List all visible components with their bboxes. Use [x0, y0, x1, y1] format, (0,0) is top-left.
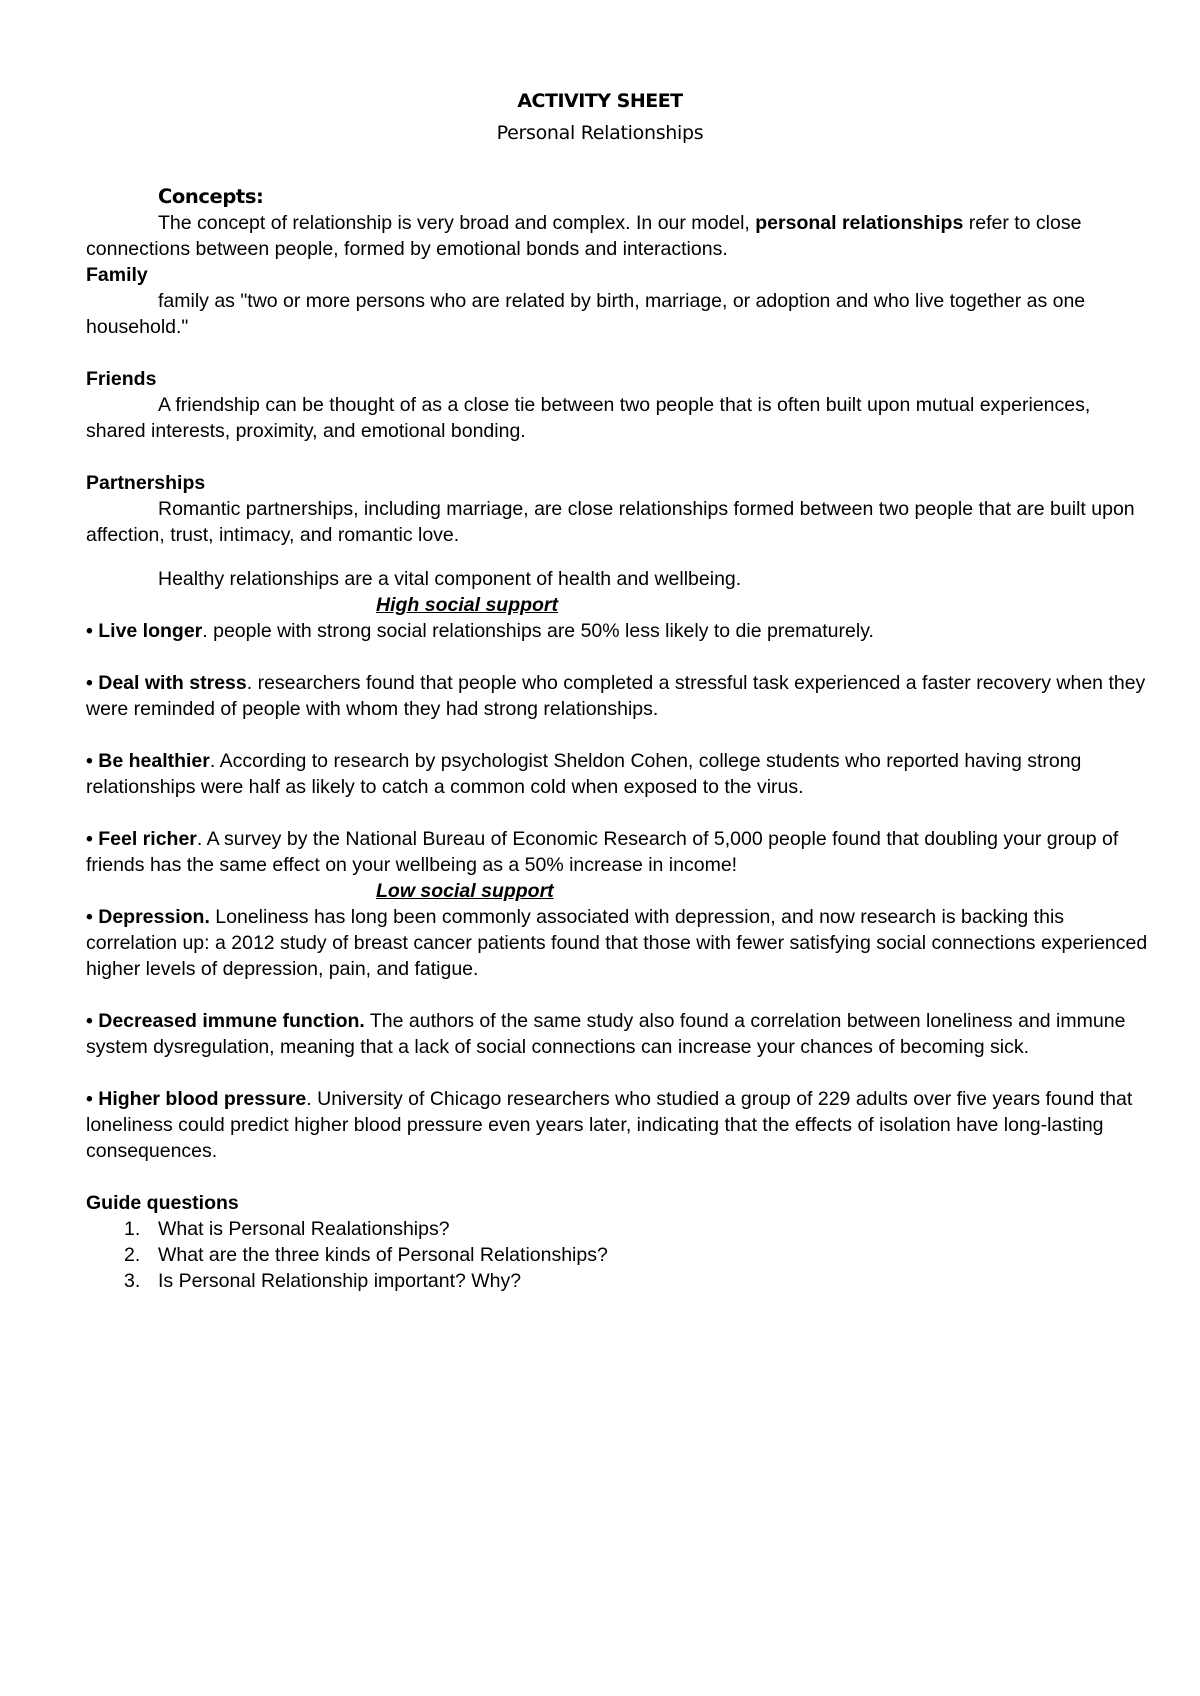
- healthy-text: Healthy relationships are a vital component of health and wellbeing.: [158, 568, 742, 590]
- bullet-bold: • Higher blood pressure: [86, 1088, 307, 1110]
- low-support-title: Low social support: [376, 880, 554, 902]
- question-text: Is Personal Relationship important? Why?: [158, 1270, 522, 1292]
- friends-heading: Friends: [86, 368, 157, 390]
- bullet-bold: • Depression.: [86, 906, 210, 928]
- bullet-bold: • Deal with stress: [86, 672, 247, 694]
- bullet-text: . researchers found that people who completed a stressful task experienced a faster recovery when they were reminded of people with whom they had strong relationships.: [86, 672, 1146, 720]
- guide-question: [86, 1242, 1154, 1268]
- guide-heading: Guide questions: [86, 1192, 239, 1214]
- guide-questions-list: [86, 1216, 1154, 1294]
- concepts-intro-pre: The concept of relationship is very broad and complex. In our model,: [158, 212, 756, 234]
- question-text: What is Personal Realationships?: [158, 1218, 450, 1240]
- question-number: 3.: [124, 1270, 141, 1292]
- bullet-bold: • Decreased immune function.: [86, 1010, 365, 1032]
- question-number: 1.: [124, 1218, 141, 1240]
- concepts-intro-post: refer to close connections between people, formed by emotional bonds and interactions.: [86, 212, 1082, 260]
- page-title: ACTIVITY SHEET: [517, 90, 683, 112]
- low-support-item: [86, 904, 1154, 982]
- concepts-intro-bold: personal relationships: [755, 212, 964, 234]
- concepts-intro: [86, 210, 1154, 262]
- bullet-bold: • Be healthier: [86, 750, 210, 772]
- question-text: What are the three kinds of Personal Relationships?: [158, 1244, 608, 1266]
- high-support-item: [86, 670, 1154, 722]
- document-body: [86, 184, 1154, 1294]
- bullet-text: . people with strong social relationships are 50% less likely to die prematurely.: [202, 620, 874, 642]
- page-subtitle: Personal Relationships: [496, 122, 704, 144]
- high-support-item: [86, 826, 1154, 878]
- bullet-text: The authors of the same study also found a correlation between loneliness and immune system dysregulation, meaning that a lack of social connections can increase your chances of becoming sick.: [86, 1010, 1126, 1058]
- question-number: 2.: [124, 1244, 141, 1266]
- guide-question: [86, 1268, 1154, 1294]
- concepts-heading: Concepts:: [158, 185, 264, 208]
- friends-text: A friendship can be thought of as a close tie between two people that is often built upon mutual experiences, shared interests, proximity, and emotional bonding.: [86, 394, 1091, 442]
- bullet-text: . According to research by psychologist Sheldon Cohen, college students who reported having strong relationships were half as likely to catch a common cold when exposed to the virus.: [86, 750, 1082, 798]
- low-support-item: [86, 1008, 1154, 1060]
- low-support-item: [86, 1086, 1154, 1164]
- high-support-item: [86, 748, 1154, 800]
- partnerships-text: Romantic partnerships, including marriage, are close relationships formed between two people that are built upon affection, trust, intimacy, and romantic love.: [86, 498, 1135, 546]
- partnerships-heading: Partnerships: [86, 472, 206, 494]
- bullet-bold: • Live longer: [86, 620, 203, 642]
- family-text: family as "two or more persons who are related by birth, marriage, or adoption and who live together as one household.": [86, 290, 1086, 338]
- guide-question: [86, 1216, 1154, 1242]
- bullet-text: Loneliness has long been commonly associated with depression, and now research is backing this correlation up: a 2012 study of breast cancer patients found that those with fewer satisfying social connections experienced higher levels of depression, pain, and fatigue.: [86, 906, 1148, 980]
- high-support-item: [86, 618, 1154, 644]
- high-support-title: High social support: [376, 594, 559, 616]
- bullet-text: . A survey by the National Bureau of Economic Research of 5,000 people found that doubling your group of friends has the same effect on your wellbeing as a 50% increase in income!: [86, 828, 1119, 876]
- family-heading: Family: [86, 264, 148, 286]
- bullet-bold: • Feel richer: [86, 828, 197, 850]
- title-block: [0, 88, 1200, 146]
- bullet-text: . University of Chicago researchers who studied a group of 229 adults over five years found that loneliness could predict higher blood pressure even years later, indicating that the effects of isolation have long-lasting consequences.: [86, 1088, 1133, 1162]
